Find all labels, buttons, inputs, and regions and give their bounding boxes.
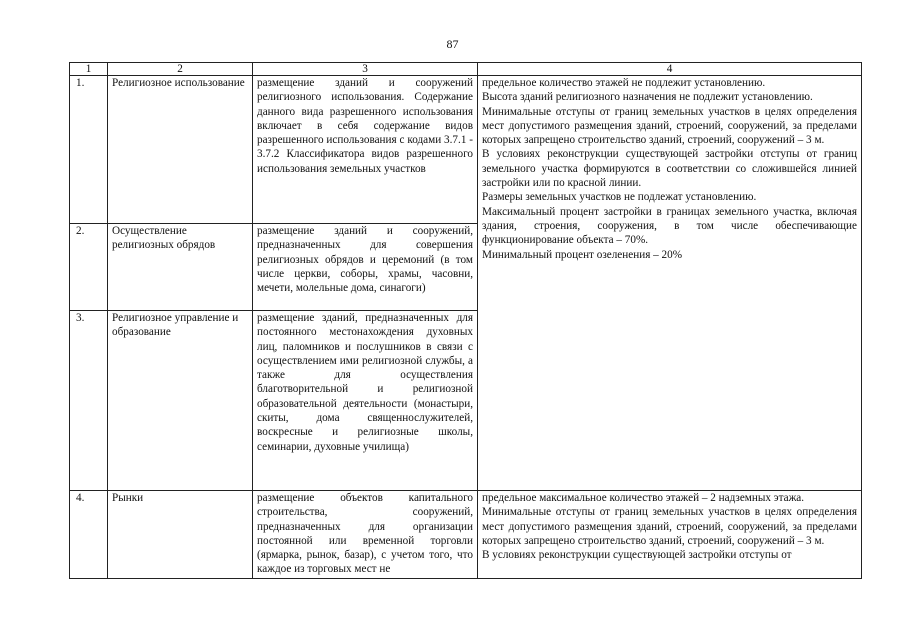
table-row: [70, 76, 862, 224]
row-number: 1.: [70, 76, 108, 224]
row-number: 3.: [70, 311, 108, 491]
row-number: 2.: [70, 224, 108, 311]
parameter-reconstruction: В условиях реконструкции существующей застройки отступы от: [482, 549, 792, 562]
use-type-name: Религиозное использование: [108, 76, 253, 224]
parameter-reconstruction: В условиях реконструкции существующей застройки отступы от границ земельного участка формируются в соответствии со сложившейся линией застройки или по красной линии.: [482, 148, 857, 190]
page-number: 87: [446, 37, 459, 51]
parameter-build-percent: Максимальный процент застройки в границах земельного участка, включая здания, строения, сооружения, в том числе обеспечивающие функционирование объекта – 70%.: [482, 205, 857, 247]
parameters-cell: [478, 491, 862, 579]
use-type-description: размещение зданий и сооружений религиозного использования. Содержание данного вида разрешенного использования включает в себя содержание видов разрешенного использования с кодами 3.7.1 - 3.7.2 Классификатора видов разрешенного использования земельных участков: [253, 76, 478, 224]
column-header-1: 1: [70, 63, 108, 76]
column-header-2: 2: [108, 63, 253, 76]
parameter-setbacks: Минимальные отступы от границ земельных участков в целях определения мест допустимого размещения зданий, строений, сооружений, за пределами которых запрещено строительство зданий, строений, сооружений – 3 м.: [482, 506, 857, 547]
use-type-description: размещение зданий, предназначенных для постоянного местонахождения духовных лиц, паломников и послушников в связи с осуществлением ими религиозной службы, а также для осуществления благотворительной и религиозной образовательной деятельности (монастыри, скиты, дома священнослужителей, воскресные и религиозные школы, семинарии, духовные училища): [253, 311, 478, 491]
parameter-height: Высота зданий религиозного назначения не подлежит установлению.: [482, 91, 813, 104]
column-header-4: 4: [478, 63, 862, 76]
use-type-name: Осуществление религиозных обрядов: [108, 224, 253, 311]
parameter-floors: предельное максимальное количество этажей – 2 надземных этажа.: [482, 492, 805, 504]
parameter-plot-size: Размеры земельных участков не подлежат установлению.: [482, 191, 757, 204]
use-type-description: размещение зданий и сооружений, предназначенных для совершения религиозных обрядов и церемоний (в том числе церкви, соборы, храмы, часовни, мечети, молельные дома, синагоги): [253, 224, 478, 311]
use-type-name: Религиозное управление и образование: [108, 311, 253, 491]
parameter-setbacks: Минимальные отступы от границ земельных участков в целях определения мест допустимого размещения зданий, строений, сооружений, за пределами которых запрещено строительство зданий, строений, сооружений – 3 м.: [482, 105, 857, 147]
table-row: [70, 491, 862, 579]
column-header-3: 3: [253, 63, 478, 76]
parameters-cell: [478, 76, 862, 491]
zoning-table: [69, 62, 862, 579]
parameter-greening: Минимальный процент озеленения – 20%: [482, 248, 683, 261]
use-type-name: Рынки: [108, 491, 253, 579]
use-type-description: размещение объектов капитального строительства, сооружений, предназначенных для организации постоянной или временной торговли (ярмарка, рынок, базар), с учетом того, что каждое из торговых мест не: [253, 491, 478, 579]
row-number: 4.: [70, 491, 108, 579]
parameter-floors: предельное количество этажей не подлежит установлению.: [482, 77, 766, 89]
column-number-row: [70, 63, 862, 76]
